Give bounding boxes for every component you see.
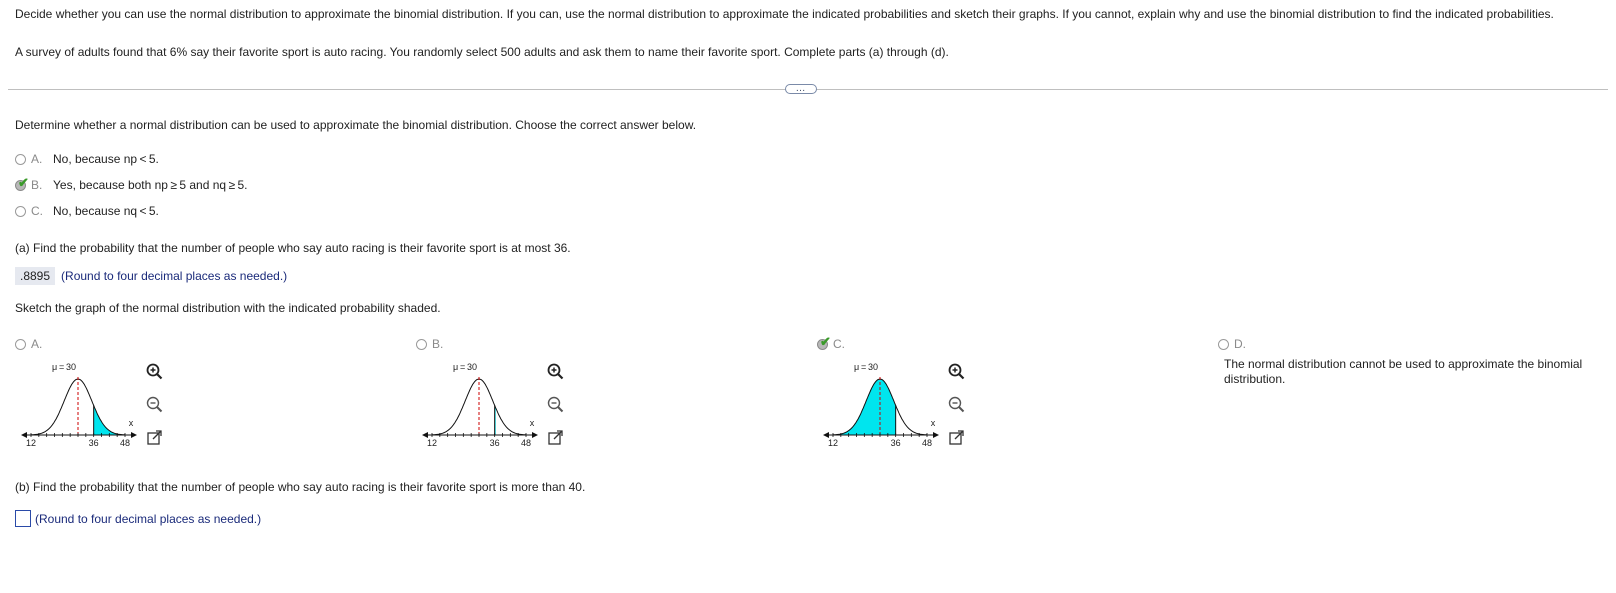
part-a-question: (a) Find the probability that the number of people who say auto racing is their favorite sport is at most 36. [15,241,571,255]
zoom-in-icon[interactable] [145,362,165,382]
graph-option-b[interactable] [416,337,606,457]
radio-button-selected[interactable] [817,333,831,350]
checkmark-icon: ✔ [18,174,29,190]
option-letter: C. [833,337,845,351]
axis-arrow-right [933,432,939,438]
tick-label-12: 12 [25,438,37,448]
axis-arrow-right [532,432,538,438]
axis-variable-label: x [128,418,134,428]
axis-variable-label: x [930,418,936,428]
problem-statement: A survey of adults found that 6% say their favorite sport is auto racing. You randomly select 500 adults and ask them to name their favorite sport. Complete parts (a) through (d). [15,45,949,59]
tick-label-36: 36 [489,438,500,448]
radio-button[interactable] [15,154,26,165]
popout-icon[interactable] [947,428,967,448]
tick-label-12: 12 [827,438,839,448]
instructions-text: Decide whether you can use the normal distribution to approximate the binomial distribution. If you can, use the normal distribution to approximate the indicated probabilities and sketch their graphs. If you cannot, explain why and use the binomial distribution to find the indicated probabilities. [15,7,1554,21]
choice-b[interactable] [15,174,248,193]
choice-letter: B. [31,178,43,192]
popout-icon[interactable] [546,428,566,448]
radio-button[interactable] [15,206,26,217]
expand-more-button[interactable]: … [785,84,817,94]
mean-label: μ = 30 [453,362,478,372]
radio-button[interactable] [1218,339,1229,350]
question-text: Determine whether a normal distribution can be used to approximate the binomial distribution. Choose the correct answer below. [15,118,697,132]
mean-label: μ = 30 [52,362,77,372]
normal-curve-graph [15,357,195,457]
sketch-prompt: Sketch the graph of the normal distribution with the indicated probability shaded. [15,301,441,315]
tick-label-48: 48 [119,438,131,448]
mean-label: μ = 30 [854,362,879,372]
part-a-answer-row [15,267,287,285]
choice-c[interactable] [15,203,159,219]
option-letter: B. [432,337,444,351]
normal-curve-graph [416,357,596,457]
part-a-answer-box[interactable]: .8895 [15,267,55,285]
graph-option-c[interactable] [817,333,1007,457]
graph-option-d[interactable] [1218,337,1598,457]
checkmark-icon: ✔ [820,333,831,349]
choice-a[interactable] [15,151,159,167]
radio-button-selected[interactable] [15,174,29,191]
choice-text: Yes, because both np ≥ 5 and nq ≥ 5. [53,178,248,192]
normal-curve-graph [817,357,997,457]
zoom-out-icon[interactable] [546,395,566,415]
option-letter: D. [1234,337,1246,351]
radio-button[interactable] [15,339,26,350]
radio-button[interactable] [416,339,427,350]
graph-option-a[interactable] [15,337,205,457]
tick-label-36: 36 [88,438,99,448]
option-letter: A. [31,337,43,351]
shaded-region [833,379,896,435]
popout-icon[interactable] [145,428,165,448]
part-b-question: (b) Find the probability that the number of people who say auto racing is their favorite sport is more than 40. [15,480,586,494]
choice-letter: A. [31,152,43,166]
axis-arrow-right [131,432,137,438]
part-a-hint: (Round to four decimal places as needed.) [61,269,288,283]
part-b-answer-row [15,510,261,527]
choice-letter: C. [31,204,43,218]
choice-text: No, because np < 5. [53,152,159,166]
zoom-out-icon[interactable] [145,395,165,415]
zoom-out-icon[interactable] [947,395,967,415]
tick-label-36: 36 [890,438,901,448]
tick-label-48: 48 [520,438,532,448]
zoom-in-icon[interactable] [546,362,566,382]
axis-variable-label: x [529,418,535,428]
zoom-in-icon[interactable] [947,362,967,382]
tick-label-48: 48 [921,438,933,448]
part-b-answer-input[interactable] [15,510,31,527]
part-b-hint: (Round to four decimal places as needed.) [35,511,262,526]
tick-label-12: 12 [426,438,438,448]
choice-text: No, because nq < 5. [53,204,159,218]
option-d-text: The normal distribution cannot be used to approximate the binomial distribution. [1224,357,1583,386]
